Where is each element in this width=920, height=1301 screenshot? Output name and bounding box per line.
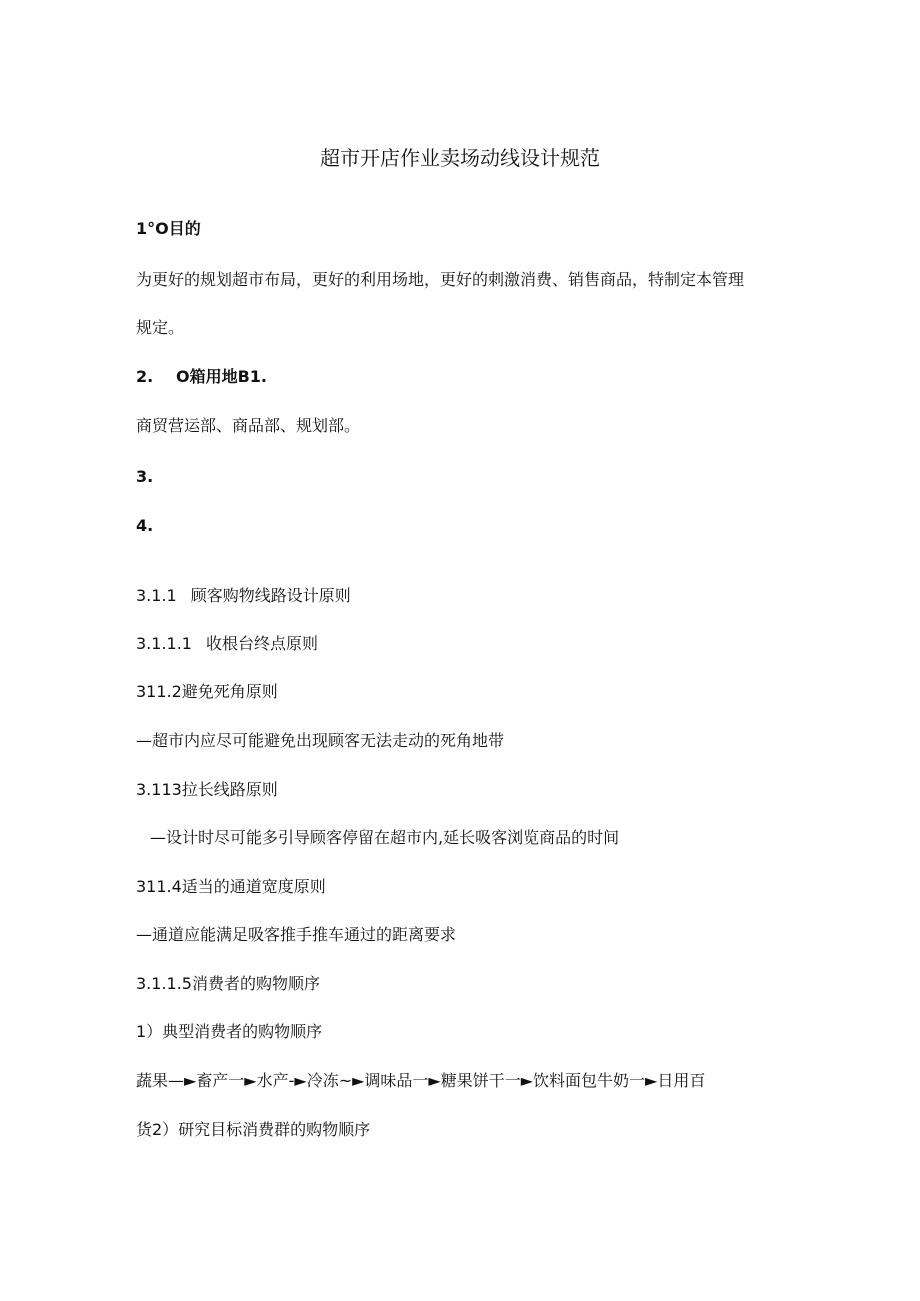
shopping-sequence-line-2: 货2）研究目标消费群的购物顺序 bbox=[136, 1120, 371, 1139]
paragraph-3-1-1-number: 3.1.1 bbox=[136, 586, 177, 605]
paragraph-3-1-1-4: 311.4适当的通道宽度原则 bbox=[136, 877, 326, 896]
paragraph-3-1-1-1-text: 收根台终点原则 bbox=[205, 634, 318, 653]
section-3-number: 3. bbox=[136, 467, 154, 486]
shopping-sequence-line-1: 蔬果—►畜产一►水产-►冷冻~►调味品一►糖果饼干一►饮料面包牛奶一►日用百 bbox=[136, 1071, 706, 1090]
paragraph-3-1-1-3: 3.113拉长线路原则 bbox=[136, 780, 278, 799]
paragraph-3-1-1-1-number: 3.1.1.1 bbox=[136, 634, 192, 653]
paragraph-3-1-1-2-desc: —超市内应尽可能避免出现顾客无法走动的死角地带 bbox=[136, 731, 505, 750]
paragraph-3-1-1-3-desc: —设计时尽可能多引导顾客停留在超市内,延长吸客浏览商品的时间 bbox=[150, 828, 620, 847]
list-item-1: 1）典型消费者的购物顺序 bbox=[136, 1022, 323, 1041]
paragraph-3-1-1 bbox=[136, 586, 351, 606]
section-1-text-line-2: 规定。 bbox=[136, 318, 185, 337]
paragraph-3-1-1-5: 3.1.1.5消费者的购物顺序 bbox=[136, 974, 320, 993]
section-1-text-line-1: 为更好的规划超市布局，更好的利用场地，更好的刺激消费、销售商品，特制定本管理 bbox=[136, 270, 745, 289]
section-2-text: 商贸营运部、商品部、规划部。 bbox=[136, 416, 361, 435]
section-2-heading bbox=[136, 367, 267, 387]
paragraph-3-1-1-2: 311.2避免死角原则 bbox=[136, 682, 278, 701]
section-2-number: 2. bbox=[136, 367, 154, 386]
section-1-heading: 1°O目的 bbox=[136, 219, 201, 238]
paragraph-3-1-1-1 bbox=[136, 634, 318, 654]
paragraph-3-1-1-4-desc: —通道应能满足吸客推手推车通过的距离要求 bbox=[136, 925, 457, 944]
section-4-number: 4. bbox=[136, 516, 154, 535]
paragraph-3-1-1-text: 顾客购物线路设计原则 bbox=[190, 586, 351, 605]
section-2-title: O箱用地B1. bbox=[176, 367, 268, 386]
document-title: 超市开店作业卖场动线设计规范 bbox=[320, 146, 600, 170]
